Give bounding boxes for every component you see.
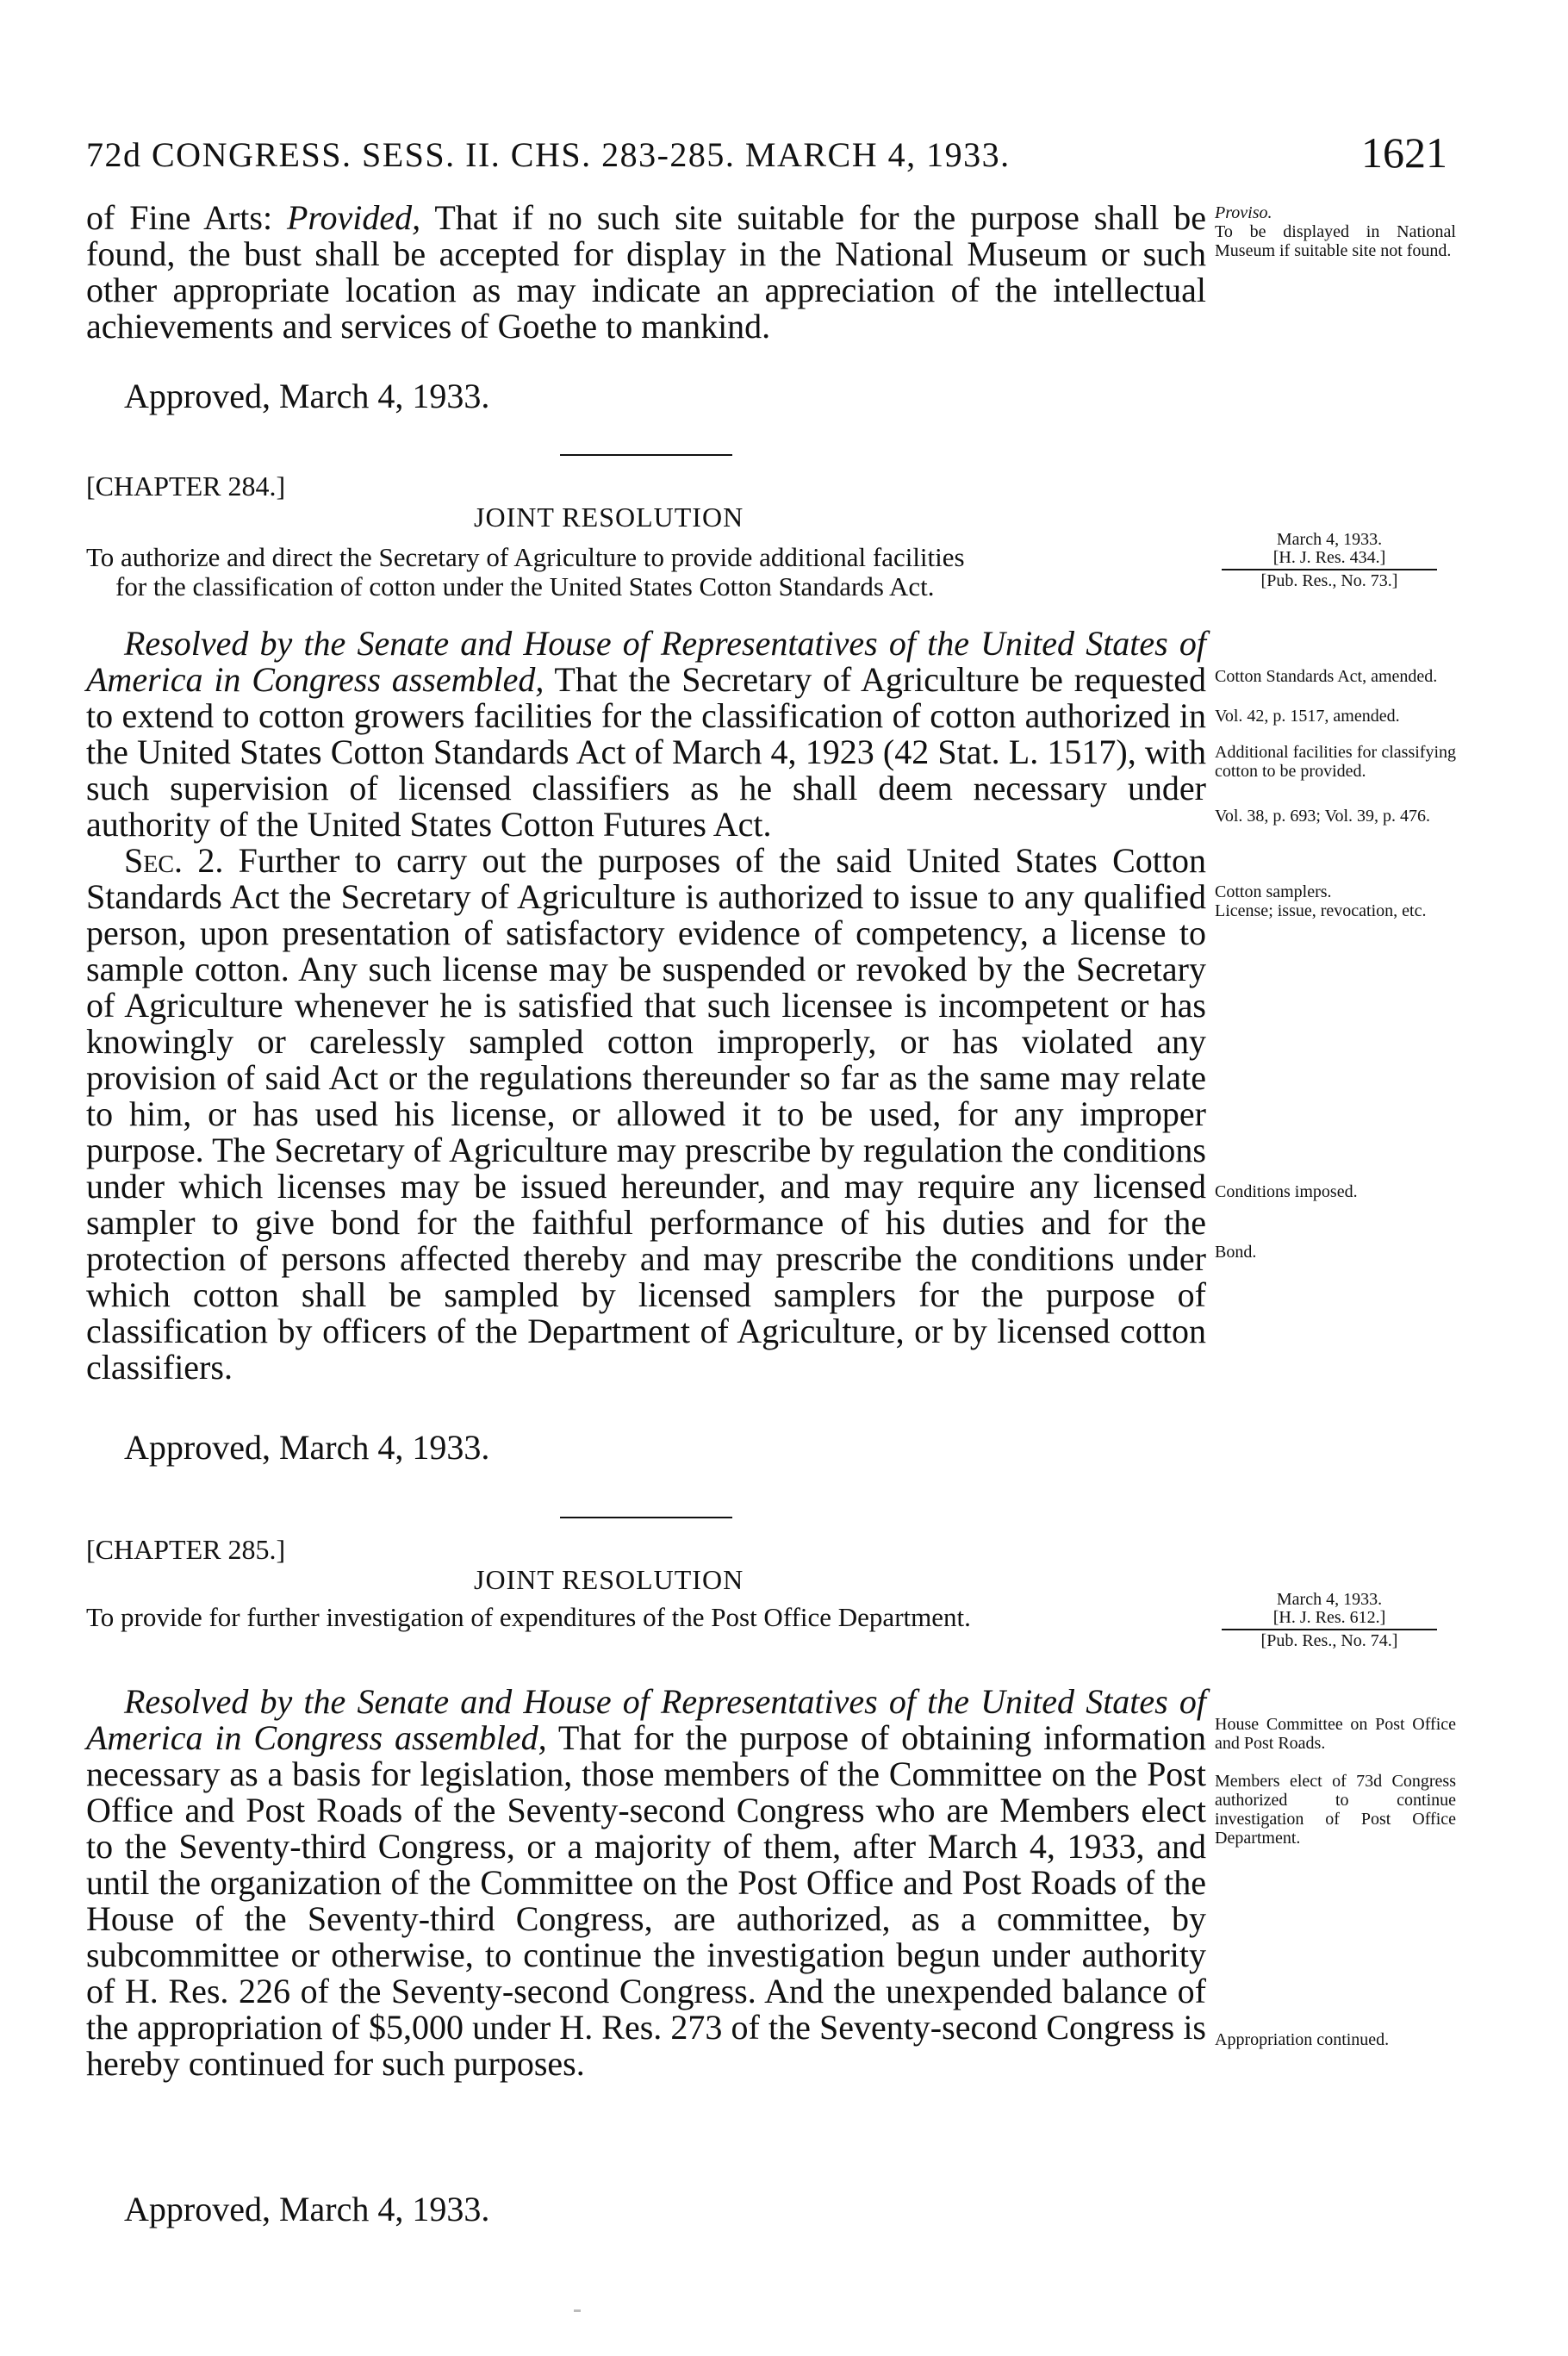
citation-rule-2 (1222, 1629, 1437, 1630)
citation-rule (1222, 569, 1437, 570)
chapter-285-section (86, 1684, 1206, 2082)
provided-italic: Provided, (287, 198, 421, 237)
chapter-285-label: [CHAPTER 285.] (86, 1534, 286, 1565)
margin-house-committee (1215, 1715, 1456, 1753)
proviso-label: Proviso. (1215, 203, 1272, 222)
chapter-285-body (86, 1684, 1206, 2082)
chapter-285-citation-block (1222, 1591, 1437, 1650)
margin-additional-text: Additional facilities for classifying cotton to be provided. (1215, 743, 1456, 781)
margin-bond (1215, 1243, 1456, 1262)
chapter-divider-rule-2 (560, 1517, 732, 1518)
chapter-284-pubres: [Pub. Res., No. 73.] (1260, 571, 1398, 590)
chapter-divider-rule (560, 454, 732, 456)
margin-vol38 (1215, 807, 1456, 826)
margin-cotton-samplers (1215, 882, 1456, 920)
margin-note-proviso (1215, 203, 1456, 260)
chapter-284-label: [CHAPTER 284.] (86, 471, 286, 502)
margin-appropriation-text: Appropriation continued. (1215, 2030, 1390, 2049)
chapter-284-section-1 (86, 626, 1206, 843)
margin-conditions-text: Conditions imposed. (1215, 1182, 1358, 1201)
chapter-285-title-line: To provide for further investigation of expenditures of the Post Office Department. (86, 1602, 971, 1632)
chapter-285-hjres: [H. J. Res. 612.] (1272, 1608, 1386, 1627)
chapter-285-para: That for the purpose of obtaining information necessary as a basis for legislation, those members of the Committee on the Post Office and Post Roads of the Seventy-second Congress who are Members elect to the Seventy-third Congress, or a majority of them, after March 4, 1933, and until the organization of the Committee on the Post Office and Post Roads of the House of the Seventy-third Congress, are authorized, as a committee, by subcommittee or otherwise, to continue the investigation begun under authority of H. Res. 226 of the Seventy-second Congress. And the unexpended balance of the appropriation of $5,000 under H. Res. 273 of the Seventy-second Congress is hereby continued for such purposes. (86, 1718, 1206, 2083)
chapter-285-title (86, 1603, 1206, 1632)
chapter-284-heading: JOINT RESOLUTION (474, 502, 744, 533)
margin-samplers-text: Cotton samplers. (1215, 882, 1332, 901)
chapter-284-body (86, 626, 1206, 1386)
chapter-285-heading: JOINT RESOLUTION (474, 1564, 744, 1595)
proviso-note: To be displayed in National Museum if suitable site not found. (1215, 222, 1456, 260)
approved-284: Approved, March 4, 1933. (124, 1428, 490, 1467)
chapter-284-title-line-1: To authorize and direct the Secretary of Agriculture to provide additional facilities (86, 542, 965, 572)
approved-283: Approved, March 4, 1933. (124, 377, 490, 415)
print-smudge (574, 2309, 581, 2312)
continuation-text-rest: That if no such site suitable for the purpose shall be found, the bust shall be accepted for display in the National Museum or such other appropriate location as may indicate an appreciation of the intellectual achievements and services of Goethe to mankind. (86, 198, 1206, 346)
margin-cotton-standards-text: Cotton Standards Act, amended. (1215, 667, 1438, 686)
margin-members-text: Members elect of 73d Congress authorized to continue investigation of Post Office Department. (1215, 1772, 1456, 1848)
margin-appropriation (1215, 2030, 1456, 2049)
resolving-clause: Resolved by the Senate and House of Representatives of the United States of America in Congress assembled, (86, 624, 1206, 699)
chapter-285-date: March 4, 1933. (1276, 1590, 1383, 1609)
chapter-285-pubres: [Pub. Res., No. 74.] (1260, 1631, 1398, 1650)
continuation-text-start: of Fine Arts: (86, 198, 287, 237)
margin-vol42-text: Vol. 42, p. 1517, amended. (1215, 707, 1400, 726)
margin-cotton-standards (1215, 667, 1456, 686)
margin-vol38-text: Vol. 38, p. 693; Vol. 39, p. 476. (1215, 807, 1431, 826)
chapter-284-section-2 (86, 843, 1206, 1386)
chapter-284-section-2-text: Further to carry out the purposes of the said United States Cotton Standards Act the Secretary of Agriculture is authorized to issue to any qualified person, upon presentation of satisfactory evidence of competency, a license to sample cotton. Any such license may be suspended or revoked by the Secretary of Agriculture whenever he is satisfied that such licensee is incompetent or has knowingly or carelessly sampled cotton improperly, or has violated any provision of said Act or the regulations thereunder so far as the same may relate to him, or has used his license, or allowed it to be used, for any improper purpose. The Secretary of Agriculture may prescribe by regulation the conditions under which licenses may be issued hereunder, and may require any licensed sampler to give bond for the faithful performance of his duties and for the protection of persons affected thereby and may prescribe the conditions under which cotton shall be sampled by licensed samplers for the purpose of classification by officers of the Department of Agriculture, or by licensed cotton classifiers. (86, 841, 1206, 1387)
page-number: 1621 (1361, 128, 1447, 177)
margin-license-text: License; issue, revocation, etc. (1215, 901, 1427, 920)
chapter-284-title-line-2: for the classification of cotton under the United States Cotton Standards Act. (115, 571, 935, 601)
margin-vol42 (1215, 707, 1456, 726)
chapter-284-hjres: [H. J. Res. 434.] (1272, 548, 1386, 567)
running-head: 72d CONGRESS. SESS. II. CHS. 283-285. MARCH 4, 1933. (86, 135, 1011, 174)
margin-members-elect (1215, 1772, 1456, 1848)
resolving-clause-2: Resolved by the Senate and House of Representatives of the United States of America in Congress assembled, (86, 1682, 1206, 1757)
margin-bond-text: Bond. (1215, 1243, 1257, 1262)
margin-committee-text: House Committee on Post Office and Post Roads. (1215, 1715, 1456, 1753)
chapter-284-citation-block (1222, 531, 1437, 590)
chapter-284-para-1: That the Secretary of Agriculture be requested to extend to cotton growers facilities for the classification of cotton authorized in the United States Cotton Standards Act of March 4, 1923 (42 Stat. L. 1517), with such supervision of licensed classifiers as he shall deem necessary under authority of the United States Cotton Futures Act. (86, 660, 1206, 844)
continuation-paragraph (86, 200, 1206, 345)
chapter-284-date: March 4, 1933. (1276, 530, 1383, 549)
chapter-284-title (86, 543, 1206, 601)
section-2-label: Sec. 2. (124, 841, 224, 880)
approved-285: Approved, March 4, 1933. (124, 2190, 490, 2228)
page-header (86, 128, 1447, 188)
margin-additional-facilities (1215, 743, 1456, 781)
margin-conditions-imposed (1215, 1182, 1456, 1201)
